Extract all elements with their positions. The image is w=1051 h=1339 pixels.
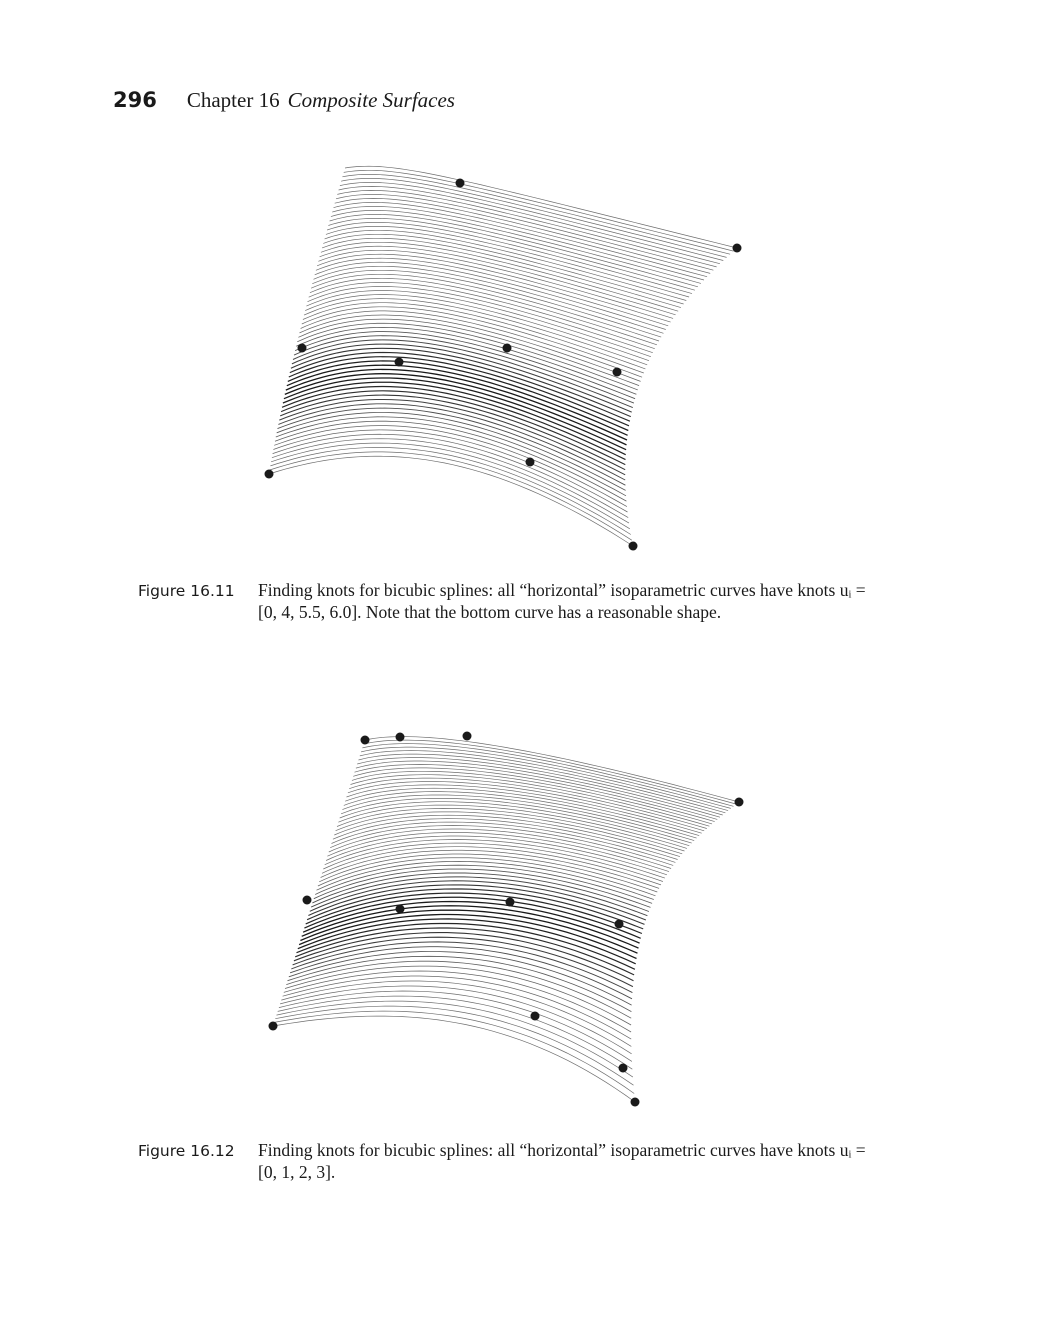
- figure-label: Figure 16.12: [138, 1142, 235, 1160]
- isoparametric-curve: [286, 369, 627, 440]
- control-point: [733, 244, 742, 253]
- caption-line: Finding knots for bicubic splines: all “horizontal” isoparametric curves have knots uᵢ =: [258, 1140, 866, 1160]
- control-point: [531, 1012, 540, 1021]
- isoparametric-curve: [322, 238, 681, 307]
- isoparametric-curve: [342, 174, 730, 254]
- control-point: [265, 470, 274, 479]
- isoparametric-curve: [269, 456, 633, 546]
- isoparametric-curves: [269, 166, 737, 546]
- caption-line: Finding knots for bicubic splines: all “horizontal” isoparametric curves have knots uᵢ =: [258, 580, 866, 600]
- isoparametric-curve: [279, 991, 632, 1061]
- isoparametric-curve: [282, 387, 626, 460]
- control-point: [463, 732, 472, 741]
- isoparametric-curve: [336, 812, 683, 854]
- control-point: [396, 905, 405, 914]
- isoparametric-curve: [339, 186, 720, 263]
- control-point: [735, 798, 744, 807]
- control-point: [456, 179, 465, 188]
- control-point: [503, 344, 512, 353]
- surface-plot-2: [255, 722, 765, 1112]
- isoparametric-curves: [273, 737, 739, 1102]
- isoparametric-curve: [341, 178, 726, 257]
- isoparametric-curve: [272, 439, 629, 523]
- chapter-label: Chapter 16: [186, 88, 280, 112]
- isoparametric-curve: [277, 1001, 633, 1077]
- isoparametric-curve: [286, 961, 631, 1018]
- isoparametric-curve: [344, 170, 734, 251]
- isoparametric-curve: [283, 976, 632, 1039]
- control-point: [615, 920, 624, 929]
- isoparametric-curve: [323, 234, 683, 304]
- isoparametric-curve: [297, 924, 635, 970]
- isoparametric-curve: [280, 395, 625, 470]
- control-point: [629, 542, 638, 551]
- control-point: [506, 898, 515, 907]
- isoparametric-curve: [280, 986, 631, 1054]
- figure-16-12-caption: [138, 1139, 948, 1183]
- isoparametric-curve: [321, 242, 678, 311]
- caption-text: [258, 1139, 948, 1183]
- isoparametric-curve: [295, 928, 634, 975]
- figure-16-11-surface: [255, 150, 765, 560]
- isoparametric-curve: [340, 182, 723, 260]
- isoparametric-curve: [334, 815, 680, 856]
- isoparametric-curve: [274, 1011, 634, 1093]
- figure-label: Figure 16.11: [138, 582, 235, 600]
- control-point: [396, 733, 405, 742]
- caption-text: [258, 579, 948, 623]
- figure-16-12-surface: [255, 722, 765, 1112]
- isoparametric-curve: [298, 919, 636, 964]
- isoparametric-curve: [273, 1016, 635, 1102]
- control-point: [526, 458, 535, 467]
- caption-line: [0, 4, 5.5, 6.0]. Note that the bottom curve has a reasonable shape.: [258, 602, 722, 622]
- control-point: [361, 736, 370, 745]
- control-point: [619, 1064, 628, 1073]
- control-point: [298, 344, 307, 353]
- control-point: [395, 358, 404, 367]
- isoparametric-curve: [281, 391, 625, 465]
- running-header: [113, 88, 455, 122]
- isoparametric-curve: [278, 996, 633, 1069]
- surface-plot-1: [255, 150, 765, 560]
- chapter-title: Composite Surfaces: [287, 88, 455, 112]
- isoparametric-curve: [355, 764, 718, 819]
- control-point: [631, 1098, 640, 1107]
- control-point: [269, 1022, 278, 1031]
- control-point: [303, 896, 312, 905]
- figure-16-11-caption: [138, 579, 948, 623]
- isoparametric-curve: [283, 382, 626, 455]
- control-point: [613, 368, 622, 377]
- isoparametric-curve: [348, 782, 704, 831]
- page-number: 296: [113, 88, 157, 112]
- caption-line: [0, 1, 2, 3].: [258, 1162, 336, 1182]
- isoparametric-curve: [309, 282, 655, 348]
- isoparametric-curve: [270, 452, 632, 540]
